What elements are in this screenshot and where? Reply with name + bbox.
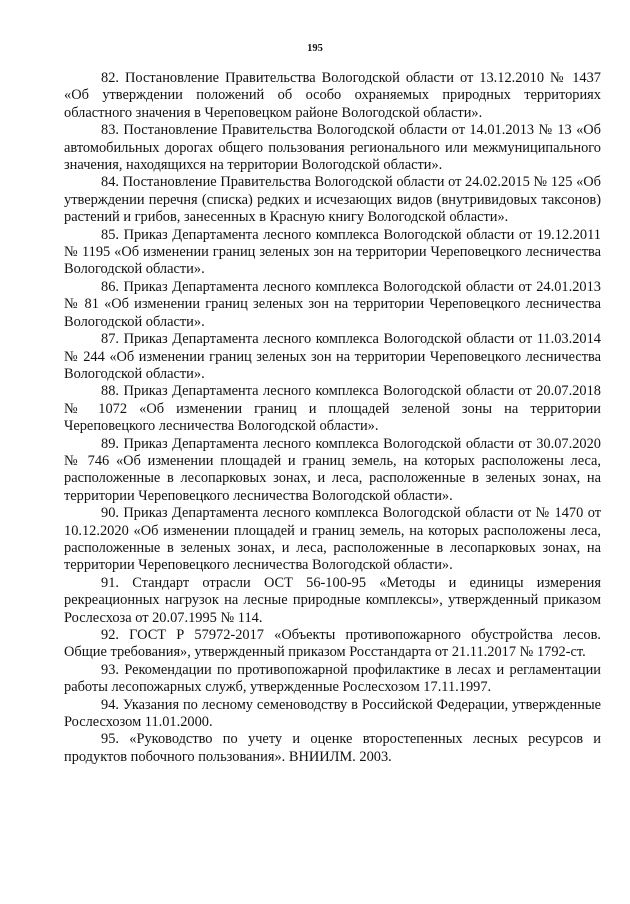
reference-item-93: 93. Рекомендации по противопожарной профилактике в лесах и регламентации работы лесопожарных служб, утвержденные Рослесхозом 17.11.1997. (64, 661, 601, 696)
reference-item-91: 91. Стандарт отрасли ОСТ 56-100-95 «Методы и единицы измерения рекреационных нагрузок на лесные природные комплексы», утвержденный приказом Рослесхоза от 20.07.1995 № 114. (64, 574, 601, 626)
reference-item-88: 88. Приказ Департамента лесного комплекса Вологодской области от 20.07.2018 № 1072 «Об изменении границ и площадей зеленой зоны на территории Череповецкого лесничества Вологодской области». (64, 383, 601, 435)
reference-item-89: 89. Приказ Департамента лесного комплекса Вологодской области от 30.07.2020 № 746 «Об изменении площадей и границ земель, на которых расположены леса, расположенные в лесопарковых зонах, и леса, расположенные в зеленых зонах, на территории Череповецкого лесничества Вологодской области». (64, 435, 601, 504)
reference-item-95: 95. «Руководство по учету и оценке второстепенных лесных ресурсов и продуктов побочного пользования». ВНИИЛМ. 2003. (64, 731, 601, 765)
reference-item-82: 82. Постановление Правительства Вологодской области от 13.12.2010 № 1437 «Об утверждении положений об особо охраняемых природных территориях областного значения в Череповецком районе Вологодской области». (64, 70, 601, 121)
page-number: 195 (307, 43, 323, 54)
reference-item-84: 84. Постановление Правительства Вологодской области от 24.02.2015 № 125 «Об утверждении перечня (списка) редких и исчезающих видов (внутривидовых таксонов) растений и грибов, занесенных в Красную книгу Вологодской области». (64, 174, 601, 226)
reference-list (64, 70, 601, 766)
reference-item-83: 83. Постановление Правительства Вологодской области от 14.01.2013 № 13 «Об автомобильных дорогах общего пользования регионального или межмуниципального значения, находящихся на территории Вологодской области». (64, 122, 601, 174)
reference-item-87: 87. Приказ Департамента лесного комплекса Вологодской области от 11.03.2014 № 244 «Об изменении границ зеленых зон на территории Череповецкого лесничества Вологодской области». (64, 331, 601, 382)
reference-item-94: 94. Указания по лесному семеноводству в Российской Федерации, утвержденные Рослесхозом 11.01.2000. (64, 696, 601, 731)
reference-item-86: 86. Приказ Департамента лесного комплекса Вологодской области от 24.01.2013 № 81 «Об изменении границ зеленых зон на территории Череповецкого лесничества Вологодской области». (64, 278, 601, 330)
reference-item-85: 85. Приказ Департамента лесного комплекса Вологодской области от 19.12.2011 № 1195 «Об изменении границ зеленых зон на территории Череповецкого лесничества Вологодской области». (64, 226, 601, 278)
reference-item-90: 90. Приказ Департамента лесного комплекса Вологодской области от № 1470 от 10.12.2020 «Об изменении площадей и границ земель, на которых расположены леса, расположенные в зеленых зонах, и леса, расположенные в лесопарковых зонах, на территории Череповецкого лесничества Вологодской области». (64, 505, 601, 574)
reference-item-92: 92. ГОСТ Р 57972-2017 «Объекты противопожарного обустройства лесов. Общие требования», утвержденный приказом Росстандарта от 21.11.2017 № 1792-ст. (64, 627, 601, 661)
